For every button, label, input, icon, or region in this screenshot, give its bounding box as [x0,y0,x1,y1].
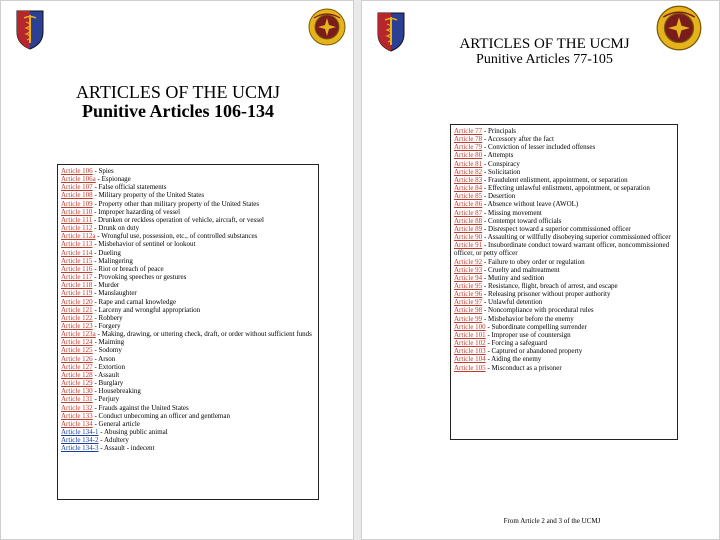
article-item [454,135,674,143]
article-link[interactable]: Article 100 [454,322,486,331]
article-item [61,298,315,306]
article-link[interactable]: Article 120 [61,297,93,306]
article-link[interactable]: Article 125 [61,346,93,355]
article-link[interactable]: Article 106a [61,175,96,184]
article-description: - Perjury [92,395,120,404]
article-item [454,355,674,363]
article-description: - Absence without leave (AWOL) [482,200,579,209]
article-link[interactable]: Article 98 [454,306,483,315]
article-link[interactable]: Article 108 [61,191,93,200]
article-item [61,224,315,232]
article-item [61,249,315,257]
article-description: - Rape and carnal knowledge [92,297,177,306]
article-item [61,314,315,322]
article-item [454,160,674,168]
article-item [61,306,315,314]
article-item [454,315,674,323]
article-link[interactable]: Article 114 [61,248,93,257]
article-description: - Solicitation [482,167,521,176]
article-link[interactable]: Article 128 [61,370,93,379]
article-item [454,184,674,192]
article-item [61,289,315,297]
article-link[interactable]: Article 88 [454,216,483,225]
article-item [454,209,674,217]
medical-caduceus-crest-icon [15,10,45,50]
article-item [454,200,674,208]
article-description: - Resistance, flight, breach of arrest, and escape [482,281,618,290]
article-link[interactable]: Article 132 [61,403,93,412]
article-description: - Murder [92,281,120,290]
article-description: - Conduct unbecoming an officer and gentleman [92,411,230,420]
article-link[interactable]: Article 121 [61,305,93,314]
article-description: - General article [92,419,140,428]
article-item [61,265,315,273]
article-item [61,322,315,330]
article-link[interactable]: Article 111 [61,215,93,224]
article-link[interactable]: Article 83 [454,175,483,184]
article-item [61,363,315,371]
article-item [61,355,315,363]
article-description: - Adultery [98,436,129,445]
article-item [454,298,674,306]
article-link[interactable]: Article 126 [61,354,93,363]
article-link[interactable]: Article 96 [454,290,483,299]
right-article-list [450,124,678,440]
article-item [61,444,315,452]
medical-caduceus-crest-icon [376,12,406,52]
article-item [454,339,674,347]
article-item [61,232,315,240]
article-description: - Extortion [92,362,125,371]
article-item [454,323,674,331]
article-description: - Insubordinate conduct toward warrant officer, noncommissioned officer, or petty officer [454,241,670,258]
left-article-list [57,164,319,500]
article-link[interactable]: Article 89 [454,224,483,233]
article-description: - Espionage [95,175,131,184]
article-link[interactable]: Article 94 [454,273,483,282]
left-title-line2: Punitive Articles 106-134 [82,100,274,121]
article-item [61,273,315,281]
article-description: - Improper use of countersign [485,330,571,339]
article-item [61,428,315,436]
article-item [61,338,315,346]
article-link[interactable]: Article 110 [61,207,93,216]
article-item [454,258,674,266]
article-item [61,412,315,420]
article-description: - Effecting unlawful enlistment, appointment, or separation [482,184,650,193]
article-link[interactable]: Article 131 [61,395,93,404]
slide-right [361,0,720,540]
article-item [454,282,674,290]
article-item [61,200,315,208]
article-link[interactable]: Article 95 [454,281,483,290]
article-link[interactable]: Article 104 [454,355,486,364]
article-link[interactable]: Article 123a [61,330,96,339]
article-link[interactable]: Article 124 [61,338,93,347]
article-link[interactable]: Article 78 [454,135,483,144]
article-description: - Riot or breach of peace [92,264,164,273]
article-link[interactable]: Article 103 [454,347,486,356]
article-item [454,364,674,372]
article-description: - Principals [482,127,517,135]
article-item [454,266,674,274]
slide-gap [354,0,361,540]
article-description: - Military property of the United States [92,191,205,200]
article-item [61,436,315,444]
article-link[interactable]: Article 82 [454,167,483,176]
article-link[interactable]: Article 127 [61,362,93,371]
article-link[interactable]: Article 84 [454,184,483,193]
article-link[interactable]: Article 99 [454,314,483,323]
article-description: - Assault [92,370,120,379]
article-link[interactable]: Article 97 [454,298,483,307]
article-link[interactable]: Article 85 [454,192,483,201]
article-link[interactable]: Article 101 [454,330,486,339]
right-title-line1: ARTICLES OF THE UCMJ [459,36,630,52]
article-link[interactable]: Article 80 [454,151,483,160]
medical-brigade-insignia-icon [656,5,702,51]
article-item [454,143,674,151]
article-link[interactable]: Article 134 [61,419,93,428]
article-link[interactable]: Article 113 [61,240,93,249]
article-item [61,420,315,428]
article-description: - Noncompliance with procedural rules [482,306,594,315]
article-item [61,240,315,248]
article-description: - Cruelty and maltreatment [482,265,560,274]
article-item [454,241,674,257]
article-description: - Maiming [92,338,125,347]
article-description: - Contempt toward officials [482,216,562,225]
article-item [454,176,674,184]
article-link[interactable]: Article 102 [454,339,486,348]
article-link[interactable]: Article 86 [454,200,483,209]
article-item [454,331,674,339]
article-link[interactable]: Article 115 [61,256,93,265]
article-link[interactable]: Article 133 [61,411,93,420]
article-link[interactable]: Article 134-2 [61,436,99,445]
right-page-title [432,37,657,67]
article-item [61,371,315,379]
article-item [61,379,315,387]
article-item [61,175,315,183]
article-link[interactable]: Article 112a [61,232,96,241]
article-description: - Conspiracy [482,159,520,168]
article-description: - Fraudulent enlistment, appointment, or separation [482,175,628,184]
article-item [61,387,315,395]
article-link[interactable]: Article 129 [61,379,93,388]
article-item [454,151,674,159]
article-link[interactable]: Article 79 [454,143,483,152]
article-link[interactable]: Article 81 [454,159,483,168]
article-description: - Spies [92,167,114,175]
article-link[interactable]: Article 134-3 [61,444,99,453]
article-link[interactable]: Article 105 [454,363,486,372]
article-item [61,191,315,199]
article-description: - Larceny and wrongful appropriation [92,305,201,314]
article-link[interactable]: Article 87 [454,208,483,217]
article-description: - Misbehavior before the enemy [482,314,574,323]
article-description: - Aiding the enemy [485,355,542,364]
article-description: - Property other than military property of the United States [92,199,260,208]
article-description: - Dueling [92,248,121,257]
article-description: - Sodomy [92,346,122,355]
article-item [61,167,315,175]
left-page-title [41,83,315,121]
article-description: - Improper hazarding of vessel [92,207,181,216]
article-description: - Forgery [92,321,121,330]
article-link[interactable]: Article 112 [61,224,93,233]
article-item [61,330,315,338]
article-item [61,208,315,216]
article-description: - Releasing prisoner without proper authority [482,290,611,299]
article-item [454,168,674,176]
article-item [454,127,674,135]
article-description: - Assault - indecent [98,444,155,453]
article-link[interactable]: Article 91 [454,241,483,250]
article-item [61,404,315,412]
article-description: - Manslaughter [92,289,137,298]
article-description: - Attempts [482,151,514,160]
article-item [454,306,674,314]
article-description: - Frauds against the United States [92,403,189,412]
article-link[interactable]: Article 118 [61,281,93,290]
article-description: - Making, drawing, or uttering check, draft, or order without sufficient funds [95,330,312,339]
slide-left [0,0,354,540]
article-item [61,395,315,403]
article-description: - Malingering [92,256,133,265]
article-item [454,225,674,233]
article-description: - Unlawful detention [482,298,543,307]
article-description: - Accessory after the fact [482,135,554,144]
article-description: - Arson [92,354,116,363]
article-item [61,281,315,289]
article-item [61,183,315,191]
article-link[interactable]: Article 134-1 [61,428,99,436]
article-link[interactable]: Article 116 [61,264,93,273]
article-link[interactable]: Article 107 [61,183,93,192]
article-link[interactable]: Article 93 [454,265,483,274]
article-description: - Desertion [482,192,516,201]
left-title-line1: ARTICLES OF THE UCMJ [75,82,281,102]
article-item [454,290,674,298]
article-description: - False official statements [92,183,167,192]
article-description: - Subordinate compelling surrender [485,322,587,331]
article-description: - Burglary [92,379,124,388]
article-description: - Forcing a safeguard [485,339,548,348]
article-description: - Wrongful use, possession, etc., of controlled substances [95,232,258,241]
right-title-line2: Punitive Articles 77-105 [476,51,613,67]
article-link[interactable]: Article 123 [61,321,93,330]
article-item [61,216,315,224]
article-link[interactable]: Article 77 [454,127,483,135]
article-description: - Disrespect toward a superior commissioned officer [482,224,631,233]
article-link[interactable]: Article 130 [61,387,93,396]
article-link[interactable]: Article 106 [61,167,93,175]
article-link[interactable]: Article 109 [61,199,93,208]
article-description: - Abusing public animal [98,428,168,436]
article-link[interactable]: Article 119 [61,289,93,298]
article-item [454,233,674,241]
article-description: - Mutiny and sedition [482,273,545,282]
article-description: - Captured or abandoned property [485,347,583,356]
source-footnote: From Article 2 and 3 of the UCMJ [503,517,601,525]
article-description: - Misbehavior of sentinel or lookout [92,240,196,249]
article-item [454,274,674,282]
article-description: - Robbery [92,313,123,322]
article-description: - Misconduct as a prisoner [485,363,562,372]
article-link[interactable]: Article 122 [61,313,93,322]
medical-brigade-insignia-icon [308,8,346,46]
article-description: - Assaulting or willfully disobeying superior commissioned officer [482,233,671,242]
article-item [61,346,315,354]
article-description: - Conviction of lesser included offenses [482,143,596,152]
article-link[interactable]: Article 92 [454,257,483,266]
article-item [454,192,674,200]
article-description: - Failure to obey order or regulation [482,257,585,266]
article-link[interactable]: Article 90 [454,233,483,242]
article-description: - Housebreaking [92,387,141,396]
article-description: - Missing movement [482,208,542,217]
article-description: - Provoking speeches or gestures [92,273,187,282]
article-item [61,257,315,265]
article-link[interactable]: Article 117 [61,273,93,282]
article-item [454,347,674,355]
article-description: - Drunk on duty [92,224,140,233]
article-item [454,217,674,225]
article-description: - Drunken or reckless operation of vehicle, aircraft, or vessel [92,215,264,224]
